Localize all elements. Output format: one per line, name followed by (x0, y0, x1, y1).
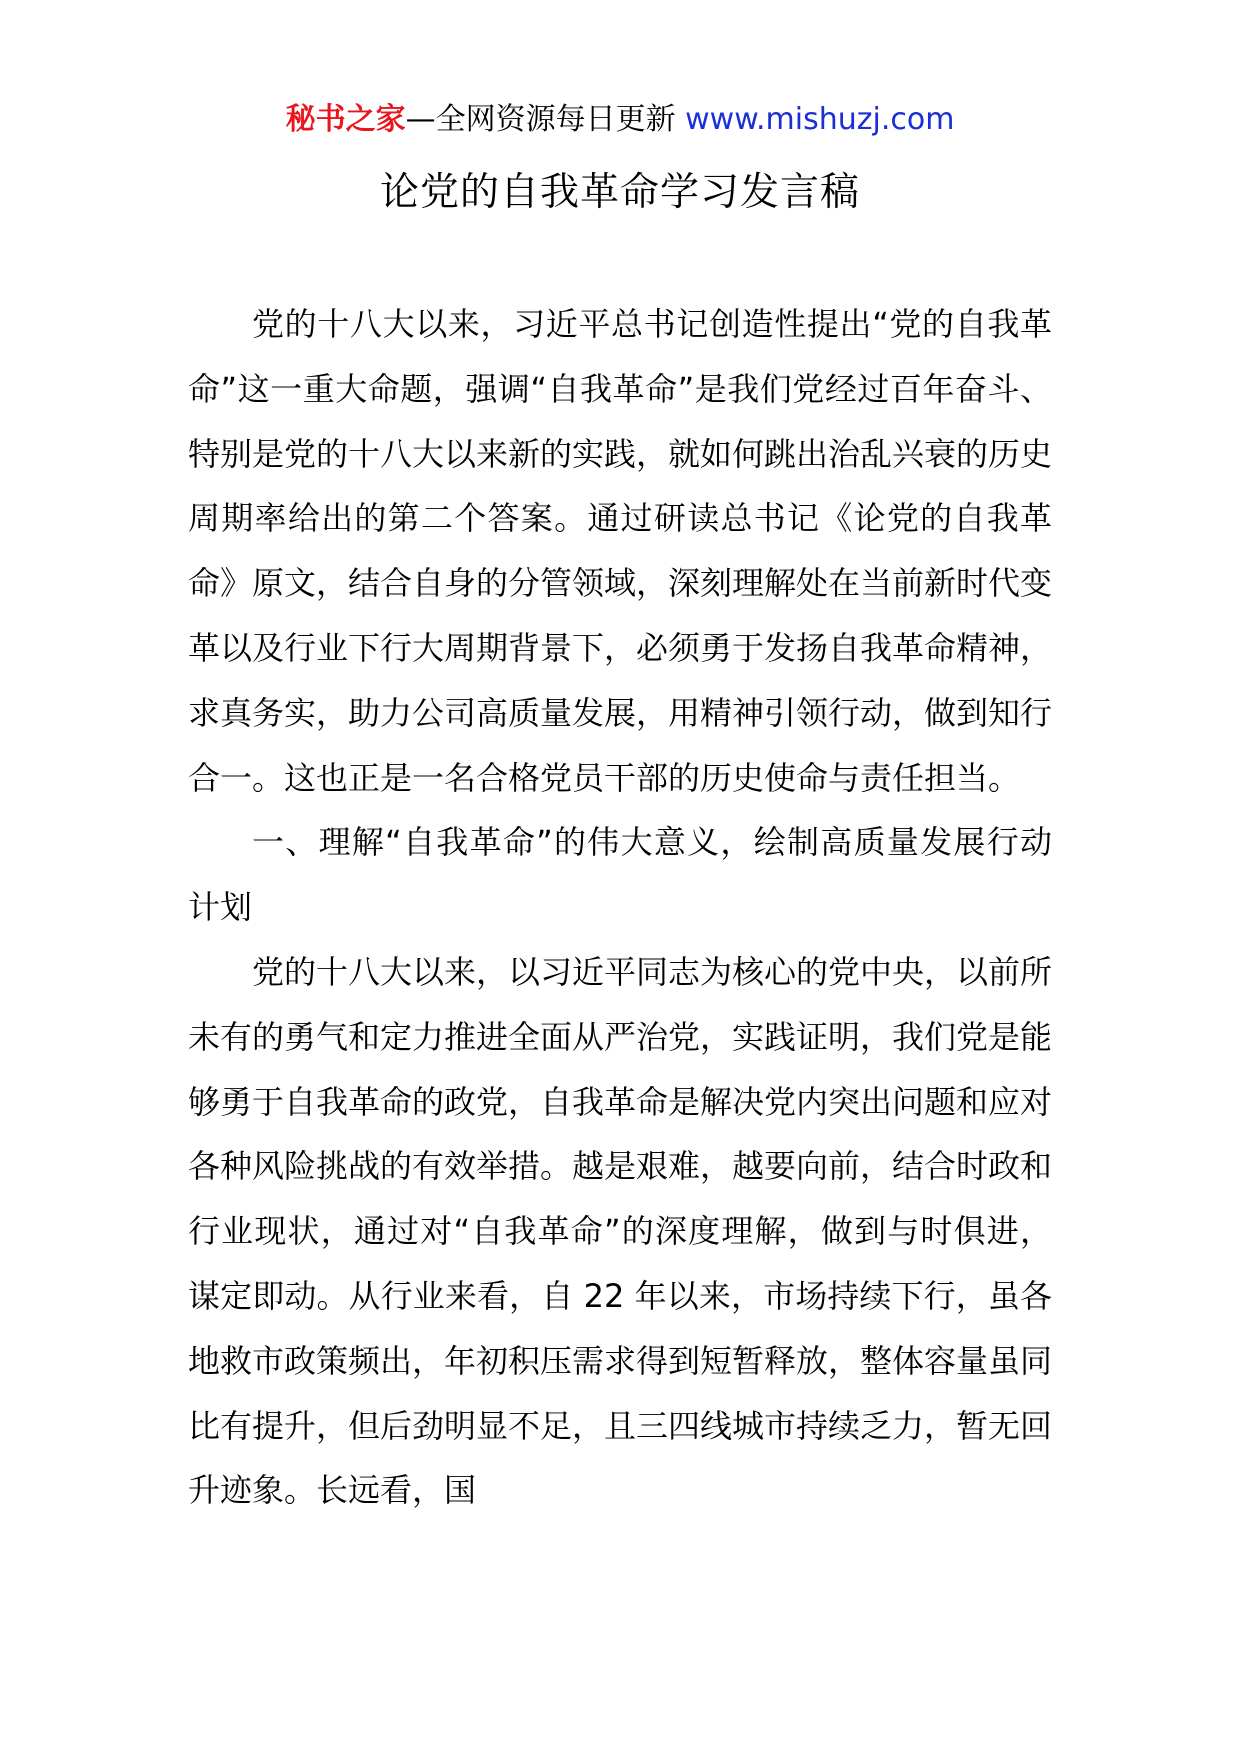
site-link[interactable]: www.mishuzj.com (685, 102, 955, 137)
document-title: 论党的自我革命学习发言稿 (379, 170, 860, 215)
site-banner (0, 100, 1240, 140)
paragraph-section-1: 党的十八大以来，以习近平同志为核心的党中央，以前所未有的勇气和定力推进全面从严治党，实践证明，我们党是能够勇于自我革命的政党，自我革命是解决党内突出问题和应对各种风险挑战的有效举措。越是艰难，越要向前，结合时政和行业现状，通过对“自我革命”的深度理解，做到与时俱进，谋定即动。从行业来看，自 22 年以来，市场持续下行，虽各地救市政策频出，年初积压需求得到短暂释放，整体容量虽同比有提升，但后劲明显不足，且三四线城市持续乏力，暂无回升迹象。长远看，国 (188, 952, 1053, 1510)
paragraph-intro: 党的十八大以来，习近平总书记创造性提出“党的自我革命”这一重大命题，强调“自我革命”是我们党经过百年奋斗、特别是党的十八大以来新的实践，就如何跳出治乱兴衰的历史周期率给出的第二个答案。通过研读总书记《论党的自我革命》原文，结合自身的分管领域，深刻理解处在当前新时代变革以及行业下行大周期背景下，必须勇于发扬自我革命精神，求真务实，助力公司高质量发展，用精神引领行动，做到知行合一。这也正是一名合格党员干部的历史使命与责任担当。 (188, 305, 1053, 797)
brand-name: 秘书之家 (285, 102, 406, 137)
banner-slogan: —全网资源每日更新 (405, 102, 676, 137)
document-body (188, 292, 1052, 1523)
section-heading-1: 一、理解“自我革命”的伟大意义，绘制高质量发展行动计划 (188, 823, 1052, 927)
